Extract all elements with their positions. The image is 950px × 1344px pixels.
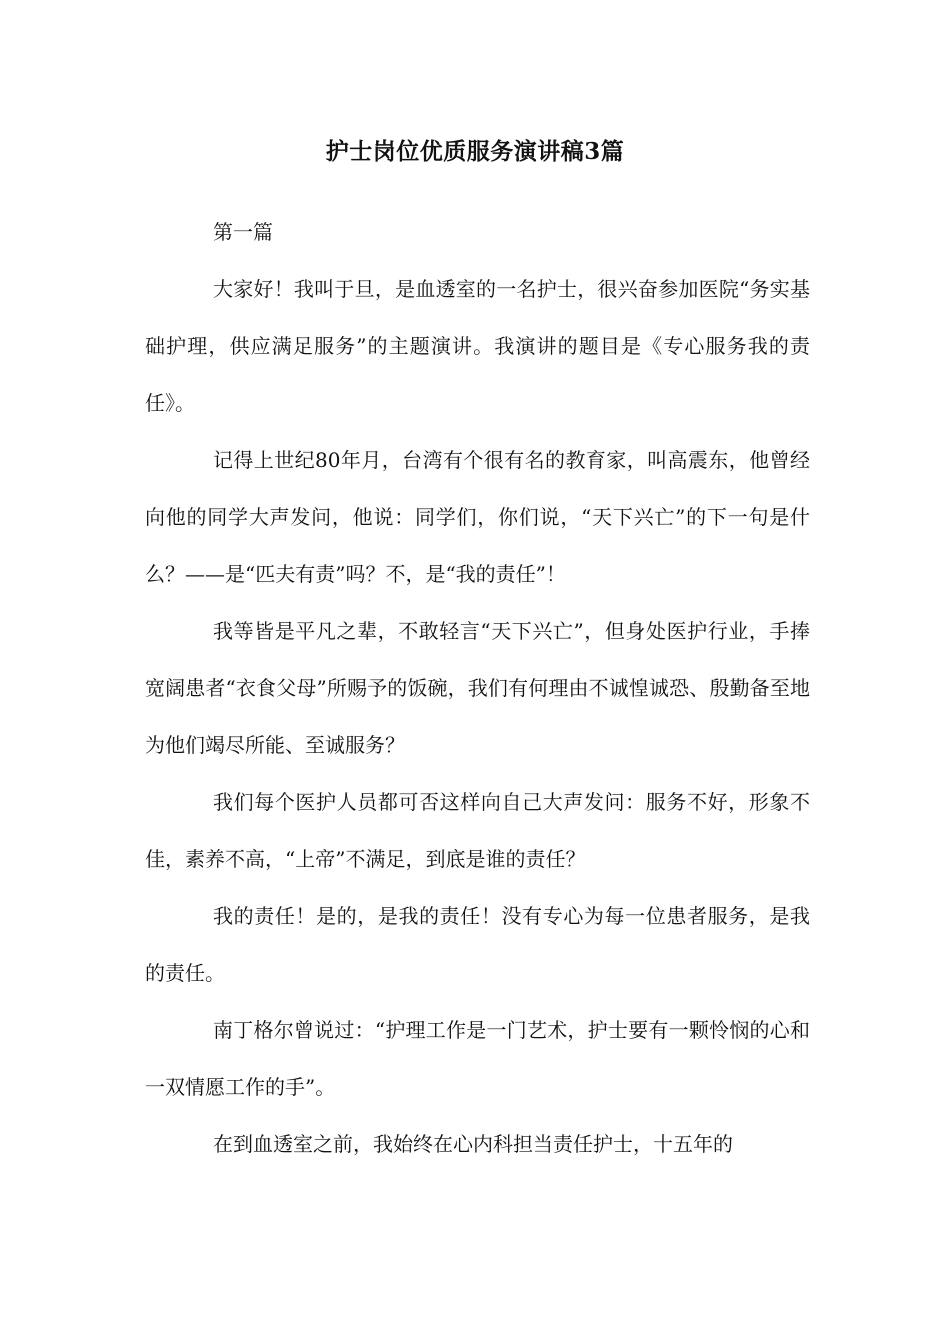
paragraph-3: 我等皆是平凡之辈，不敢轻言“天下兴亡”，但身处医护行业，手捧宽阔患者“衣食父母”所赐予的饭碗，我们有何理由不诚惶诚恐、殷勤备至地为他们竭尽所能、至诚服务？ — [145, 619, 810, 757]
paragraph-5: 我的责任！是的，是我的责任！没有专心为每一位患者服务，是我的责任。 — [145, 904, 810, 985]
paragraph-2: 记得上世纪80年月，台湾有个很有名的教育家，叫高震东，他曾经向他的同学大声发问，他说：同学们，你们说，“天下兴亡”的下一句是什么？——是“匹夫有责”吗？不，是“我的责任”！ — [145, 448, 810, 586]
paragraph-1: 大家好！我叫于旦，是血透室的一名护士，很兴奋参加医院“务实基础护理，供应满足服务”的主题演讲。我演讲的题目是《专心服务我的责任》。 — [145, 277, 810, 415]
paragraph-4: 我们每个医护人员都可否这样向自己大声发问：服务不好，形象不佳，素养不高，“上帝”不满足，到底是谁的责任？ — [145, 790, 810, 871]
paragraph-6: 南丁格尔曾说过：“护理工作是一门艺术，护士要有一颗怜悯的心和一双情愿工作的手”。 — [145, 1018, 810, 1099]
document-body — [145, 204, 810, 1173]
document-title: 护士岗位优质服务演讲稿3篇 — [325, 138, 625, 165]
section-heading: 第一篇 — [213, 220, 273, 244]
paragraph-7: 在到血透室之前，我始终在心内科担当责任护士，十五年的 — [213, 1132, 733, 1156]
